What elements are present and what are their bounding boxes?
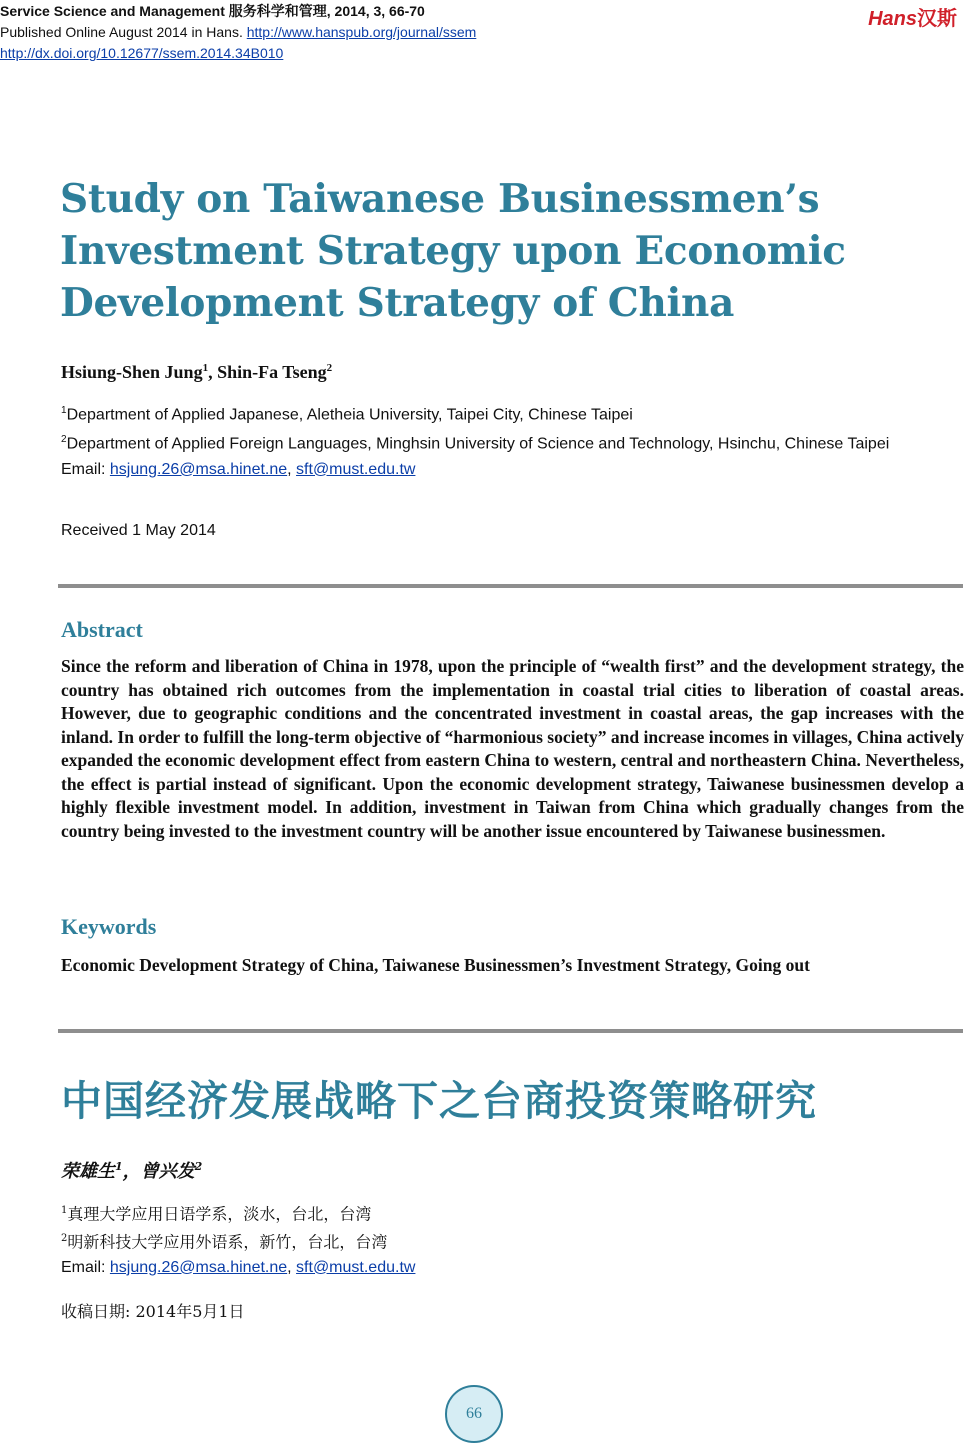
published-text: Published Online August 2014 in Hans. xyxy=(0,24,247,40)
email-link[interactable]: hsjung.26@msa.hinet.ne xyxy=(109,460,288,478)
email-link[interactable]: sft@must.edu.tw xyxy=(296,1258,416,1276)
affiliation: Department of Applied Foreign Languages, Minghsin University of Science and Technology, Hsinchu, Chinese Taipei xyxy=(66,435,890,453)
author-name: Hsiung-Shen Jung xyxy=(61,362,203,382)
section-divider xyxy=(58,584,963,588)
affiliations: $^1$Department of Applied Japanese, Aletheia University, Taipei City, Chinese Taipei $^2$Department of Applied Foreign Languages, Minghsin University of Science and Technology, Hsinchu, Chinese Taipei Email: hsjung.26@msa.hinet.ne, sft@must.edu.tw xyxy=(61,405,890,478)
abstract-text: Since the reform and liberation of China in 1978, upon the principle of “wealth first” and the development strategy, the country has obtained rich outcomes from the implementation in coastal trial cities to liberation of coastal areas. However, due to geographic conditions and the concentrated investment in coastal areas, the gap increases with the inland. In order to fulfill the long-term objective of “harmonious society” and increase incomes in villages, China actively expanded the economic development effect from eastern China to western, central and northeastern China. Nevertheless, the effect is partial instead of significant. Upon the economic development strategy, Taiwanese businessmen develop a highly flexible investment model. In addition, investment in Taiwan from China which gradually changes from the country being invested to the investment country will be another issue encountered by Taiwanese businessmen. xyxy=(61,656,964,841)
keywords-heading: Keywords xyxy=(61,914,157,939)
journal-url-link[interactable]: http://www.hanspub.org/journal/ssem xyxy=(246,24,477,40)
email-link[interactable]: sft@must.edu.tw xyxy=(296,460,416,478)
page-number: 66 xyxy=(445,1385,503,1443)
chinese-received-date: 收稿日期: 2014年5月1日 xyxy=(61,1302,245,1321)
doi-link[interactable]: http://dx.doi.org/10.12677/ssem.2014.34B010 xyxy=(0,45,284,61)
keywords-text: Economic Development Strategy of China, Taiwanese Businessmen’s Investment Strategy, Going out xyxy=(61,955,810,975)
author-name: Shin-Fa Tseng xyxy=(217,362,327,382)
section-divider xyxy=(58,1029,963,1033)
hans-logo: Hans汉斯 xyxy=(868,8,957,30)
journal-name: Service Science and Management 服务科学和管理, 2014, 3, 66-70 xyxy=(0,3,425,19)
chinese-affiliations: $^1$真理大学应用日语学系，淡水，台北，台湾 $^2$明新科技大学应用外语系，新竹，台北，台湾 Email: hsjung.26@msa.hinet.ne, sft@must.edu.tw xyxy=(61,1204,416,1276)
email-link[interactable]: hsjung.26@msa.hinet.ne xyxy=(109,1258,288,1276)
journal-header xyxy=(0,1,476,64)
abstract-heading: Abstract xyxy=(61,617,143,642)
affiliation: Department of Applied Japanese, Aletheia University, Taipei City, Chinese Taipei xyxy=(66,406,633,424)
chinese-authors: 荣雄生$^1$，曾兴发$^2$ xyxy=(61,1160,203,1182)
authors: Hsiung-Shen Jung$^1$, Shin-Fa Tseng$^2$ xyxy=(61,362,333,382)
received-date: Received 1 May 2014 xyxy=(61,522,216,539)
chinese-title: 中国经济发展战略下之台商投资策略研究 xyxy=(61,1078,817,1124)
paper-title: Study on Taiwanese Businessmen’s Investment Strategy upon Economic Development Strategy of China xyxy=(60,176,846,326)
